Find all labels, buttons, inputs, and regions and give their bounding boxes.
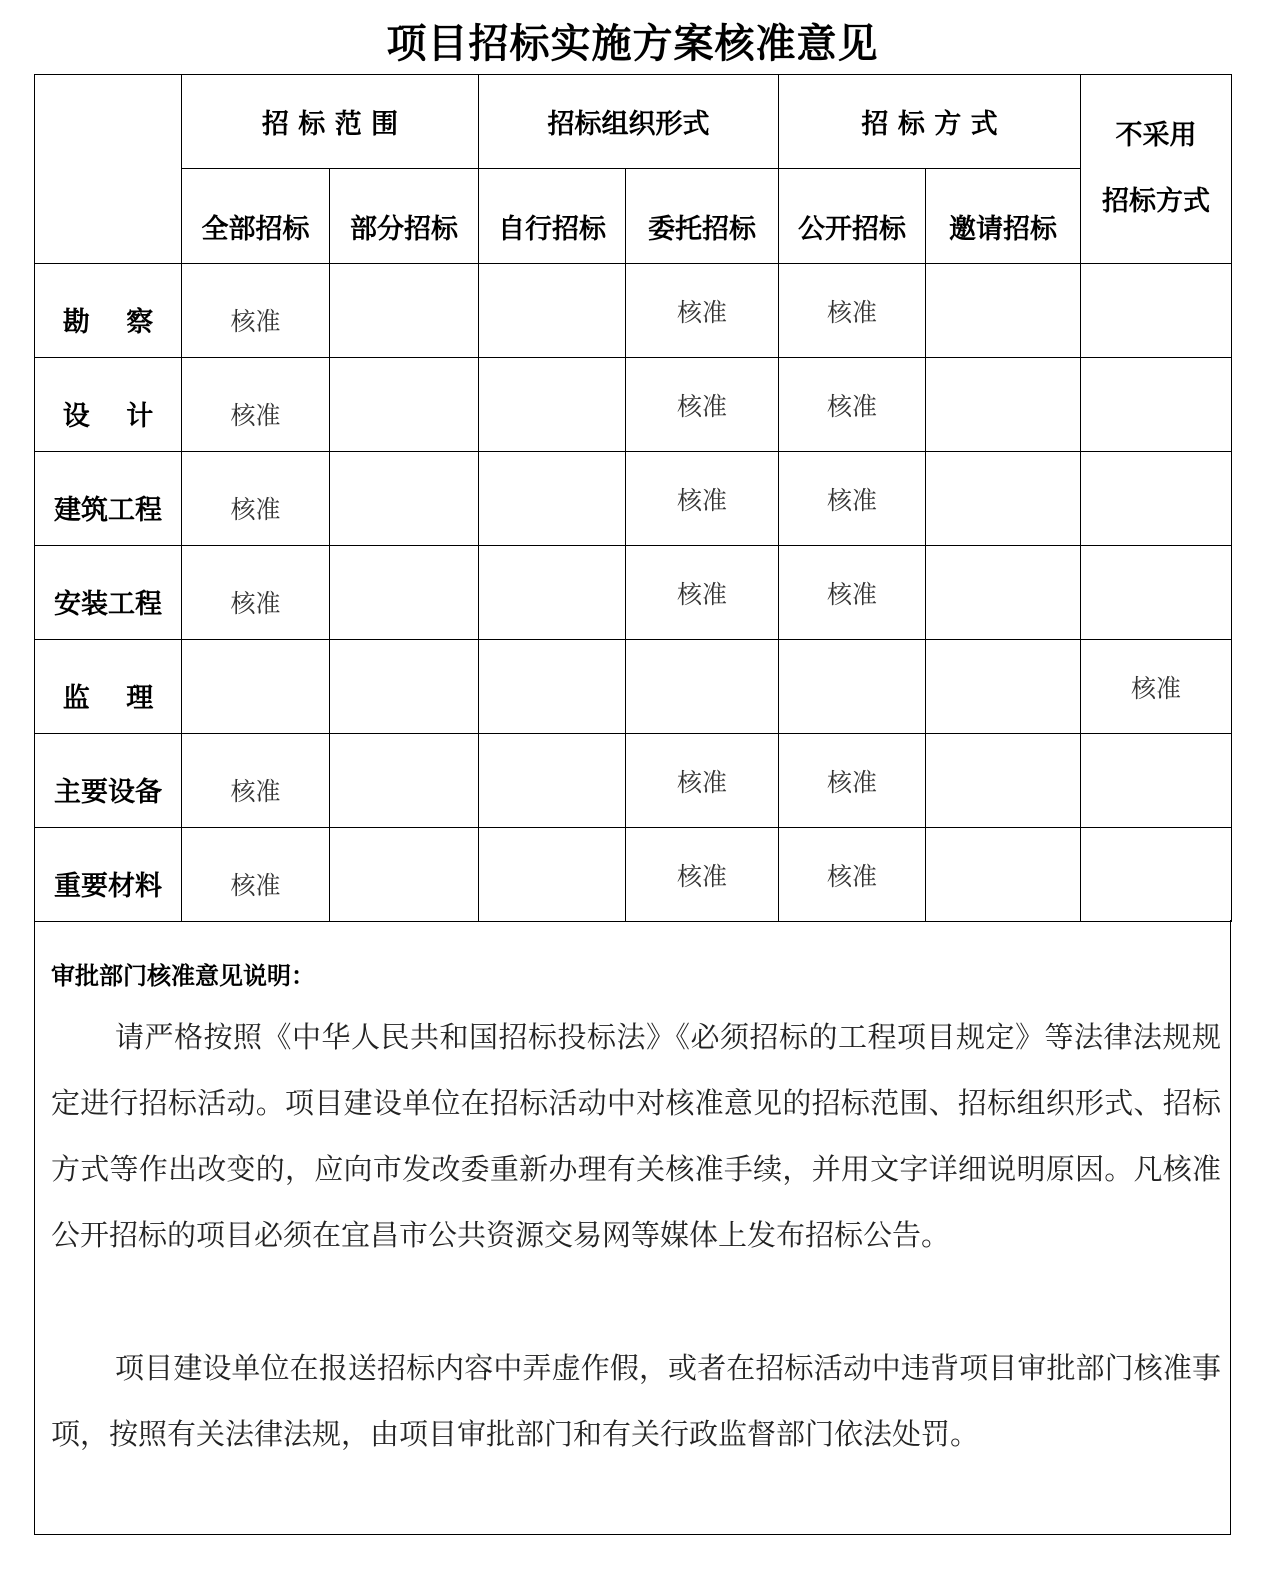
no-bidding-line1: 不采用 — [1115, 120, 1197, 151]
subheader-open: 公开招标 — [779, 169, 926, 264]
table-cell — [779, 640, 926, 734]
table-cell — [330, 828, 479, 922]
table-cell — [330, 640, 479, 734]
table-cell: 核准 — [626, 264, 779, 358]
table-cell — [479, 546, 626, 640]
table-cell — [479, 452, 626, 546]
table-cell — [479, 264, 626, 358]
table-row — [35, 358, 1232, 452]
table-row — [35, 264, 1232, 358]
table-cell: 核准 — [779, 546, 926, 640]
table-cell: 核准 — [779, 358, 926, 452]
table-cell — [1081, 734, 1232, 828]
table-cell — [1081, 264, 1232, 358]
row-label: 主要设备 — [35, 734, 182, 828]
table-cell — [330, 452, 479, 546]
row-label: 勘 察 — [35, 264, 182, 358]
subheader-all: 全部招标 — [182, 169, 330, 264]
group-header-method: 招 标 方 式 — [779, 75, 1081, 169]
approval-table — [34, 74, 1232, 922]
table-cell — [479, 640, 626, 734]
table-cell — [330, 264, 479, 358]
notes-heading: 审批部门核准意见说明： — [51, 961, 315, 990]
table-cell — [479, 734, 626, 828]
table-cell: 核准 — [1081, 640, 1232, 734]
table-cell: 核准 — [182, 734, 330, 828]
table-cell: 核准 — [182, 546, 330, 640]
table-cell — [926, 358, 1081, 452]
table-cell — [926, 640, 1081, 734]
table-cell: 核准 — [626, 734, 779, 828]
table-row — [35, 828, 1232, 922]
table-cell — [926, 264, 1081, 358]
table-row — [35, 734, 1232, 828]
table-row — [35, 546, 1232, 640]
table-cell — [926, 546, 1081, 640]
table-cell — [182, 640, 330, 734]
table-cell: 核准 — [182, 452, 330, 546]
notes-paragraph-2: 项目建设单位在报送招标内容中弄虚作假，或者在招标活动中违背项目审批部门核准事项，按照有关法律法规，由项目审批部门和有关行政监督部门依法处罚。 — [51, 1351, 1221, 1451]
row-label: 重要材料 — [35, 828, 182, 922]
header-row-groups — [35, 75, 1232, 169]
table-cell: 核准 — [779, 264, 926, 358]
table-cell — [1081, 358, 1232, 452]
table-row — [35, 452, 1232, 546]
table-cell — [330, 358, 479, 452]
group-header-organization: 招标组织形式 — [479, 75, 779, 169]
table-cell — [926, 828, 1081, 922]
table-cell — [926, 734, 1081, 828]
header-row-subheaders — [35, 169, 1232, 264]
table-cell: 核准 — [182, 264, 330, 358]
table-cell — [626, 640, 779, 734]
table-cell — [479, 828, 626, 922]
group-header-scope: 招 标 范 围 — [182, 75, 479, 169]
table-cell: 核准 — [626, 546, 779, 640]
table-cell: 核准 — [626, 828, 779, 922]
table-cell — [1081, 452, 1232, 546]
subheader-partial: 部分招标 — [330, 169, 479, 264]
approval-notes-box — [34, 920, 1231, 1535]
corner-cell — [35, 75, 182, 264]
row-label: 监 理 — [35, 640, 182, 734]
table-cell: 核准 — [182, 828, 330, 922]
table-cell: 核准 — [182, 358, 330, 452]
table-cell: 核准 — [779, 734, 926, 828]
table-cell: 核准 — [626, 452, 779, 546]
table-row — [35, 640, 1232, 734]
table-cell — [330, 546, 479, 640]
group-header-no-bidding — [1081, 75, 1232, 264]
table-cell — [926, 452, 1081, 546]
table-cell — [330, 734, 479, 828]
subheader-self-organized: 自行招标 — [479, 169, 626, 264]
subheader-invited: 邀请招标 — [926, 169, 1081, 264]
table-cell — [1081, 828, 1232, 922]
row-label: 安装工程 — [35, 546, 182, 640]
table-cell — [1081, 546, 1232, 640]
row-label: 建筑工程 — [35, 452, 182, 546]
table-cell: 核准 — [779, 452, 926, 546]
notes-paragraph-1: 请严格按照《中华人民共和国招标投标法》《必须招标的工程项目规定》等法律法规规定进行招标活动。项目建设单位在招标活动中对核准意见的招标范围、招标组织形式、招标方式等作出改变的，应向市发改委重新办理有关核准手续，并用文字详细说明原因。凡核准公开招标的项目必须在宜昌市公共资源交易网等媒体上发布招标公告。 — [51, 1020, 1221, 1252]
document-title: 项目招标实施方案核准意见 — [386, 20, 879, 67]
no-bidding-line2: 招标方式 — [1102, 186, 1211, 217]
table-cell — [479, 358, 626, 452]
table-cell: 核准 — [779, 828, 926, 922]
subheader-entrusted: 委托招标 — [626, 169, 779, 264]
table-cell: 核准 — [626, 358, 779, 452]
row-label: 设 计 — [35, 358, 182, 452]
